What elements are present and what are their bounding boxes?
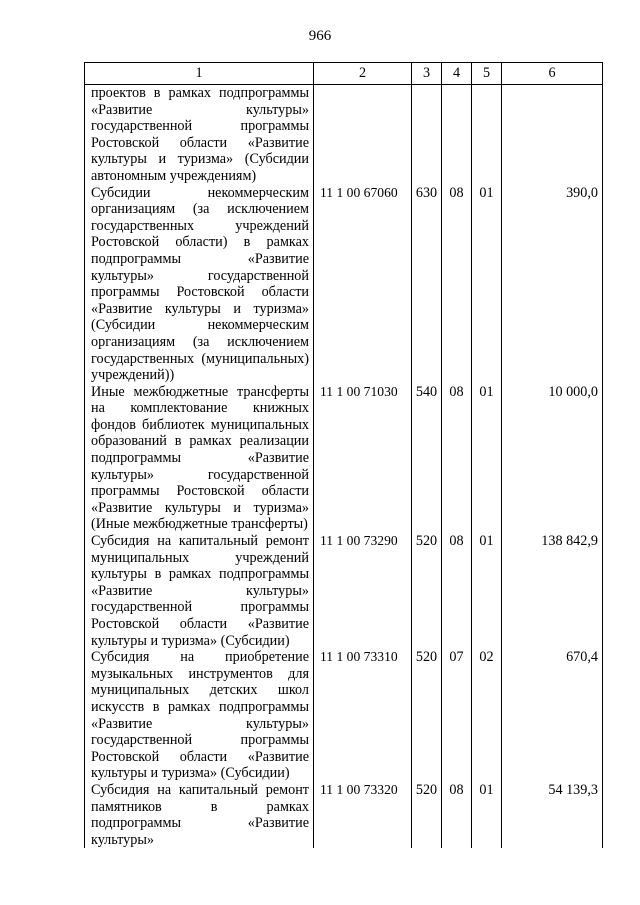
header-col-4: 4 bbox=[442, 63, 472, 85]
row-col-5: 01 bbox=[472, 782, 502, 848]
row-col-4: 08 bbox=[442, 384, 472, 533]
row-amount bbox=[502, 85, 603, 185]
row-col-5: 01 bbox=[472, 185, 502, 384]
row-col-3: 520 bbox=[412, 649, 442, 782]
row-code: 11 1 00 73310 bbox=[314, 649, 412, 782]
table-row bbox=[85, 649, 603, 782]
row-col-3 bbox=[412, 85, 442, 185]
row-description: Субсидии некоммерческим организациям (за исключением государственных учреждений Ростовской области) в рамках подпрограммы «Развитие культуры» государственной программы Ростовской области «Развитие культуры и туризма» (Субсидии некоммерческим организациям (за исключением государственных (муниципальных) учреждений)) bbox=[85, 185, 314, 384]
header-col-6: 6 bbox=[502, 63, 603, 85]
row-amount: 138 842,9 bbox=[502, 533, 603, 649]
row-col-4: 07 bbox=[442, 649, 472, 782]
row-description: Иные межбюджетные трансферты на комплектование книжных фондов библиотек муниципальных образований в рамках реализации подпрограммы «Развитие культуры» государственной программы Ростовской области «Развитие культуры и туризма» (Иные межбюджетные трансферты) bbox=[85, 384, 314, 533]
header-col-5: 5 bbox=[472, 63, 502, 85]
header-col-1: 1 bbox=[85, 63, 314, 85]
row-col-4: 08 bbox=[442, 782, 472, 848]
row-col-5: 01 bbox=[472, 384, 502, 533]
row-amount: 390,0 bbox=[502, 185, 603, 384]
table-row bbox=[85, 782, 603, 848]
row-code: 11 1 00 73320 bbox=[314, 782, 412, 848]
row-col-4: 08 bbox=[442, 533, 472, 649]
budget-table bbox=[84, 62, 603, 848]
table-header-row bbox=[85, 63, 603, 85]
row-col-3: 520 bbox=[412, 782, 442, 848]
table-row bbox=[85, 384, 603, 533]
row-code bbox=[314, 85, 412, 185]
row-col-4: 08 bbox=[442, 185, 472, 384]
row-col-3: 540 bbox=[412, 384, 442, 533]
row-col-3: 630 bbox=[412, 185, 442, 384]
row-code: 11 1 00 67060 bbox=[314, 185, 412, 384]
row-col-5: 01 bbox=[472, 533, 502, 649]
table-row bbox=[85, 533, 603, 649]
row-description: Субсидия на капитальный ремонт муниципальных учреждений культуры в рамках подпрограммы «Развитие культуры» государственной программы Ростовской области «Развитие культуры и туризма» (Субсидии) bbox=[85, 533, 314, 649]
row-description: проектов в рамках подпрограммы «Развитие культуры» государственной программы Ростовской области «Развитие культуры и туризма» (Субсидии автономным учреждениям) bbox=[85, 85, 314, 185]
row-col-4 bbox=[442, 85, 472, 185]
row-description: Субсидия на капитальный ремонт памятников в рамках подпрограммы «Развитие культуры» bbox=[85, 782, 314, 848]
header-col-2: 2 bbox=[314, 63, 412, 85]
row-col-3: 520 bbox=[412, 533, 442, 649]
row-col-5 bbox=[472, 85, 502, 185]
row-code: 11 1 00 71030 bbox=[314, 384, 412, 533]
row-amount: 10 000,0 bbox=[502, 384, 603, 533]
page-number: 966 bbox=[308, 28, 332, 44]
header-col-3: 3 bbox=[412, 63, 442, 85]
row-amount: 670,4 bbox=[502, 649, 603, 782]
row-col-5: 02 bbox=[472, 649, 502, 782]
row-description: Субсидия на приобретение музыкальных инструментов для муниципальных детских школ искусств в рамках подпрограммы «Развитие культуры» государственной программы Ростовской области «Развитие культуры и туризма» (Субсидии) bbox=[85, 649, 314, 782]
row-amount: 54 139,3 bbox=[502, 782, 603, 848]
table-row bbox=[85, 85, 603, 185]
table-row bbox=[85, 185, 603, 384]
row-code: 11 1 00 73290 bbox=[314, 533, 412, 649]
